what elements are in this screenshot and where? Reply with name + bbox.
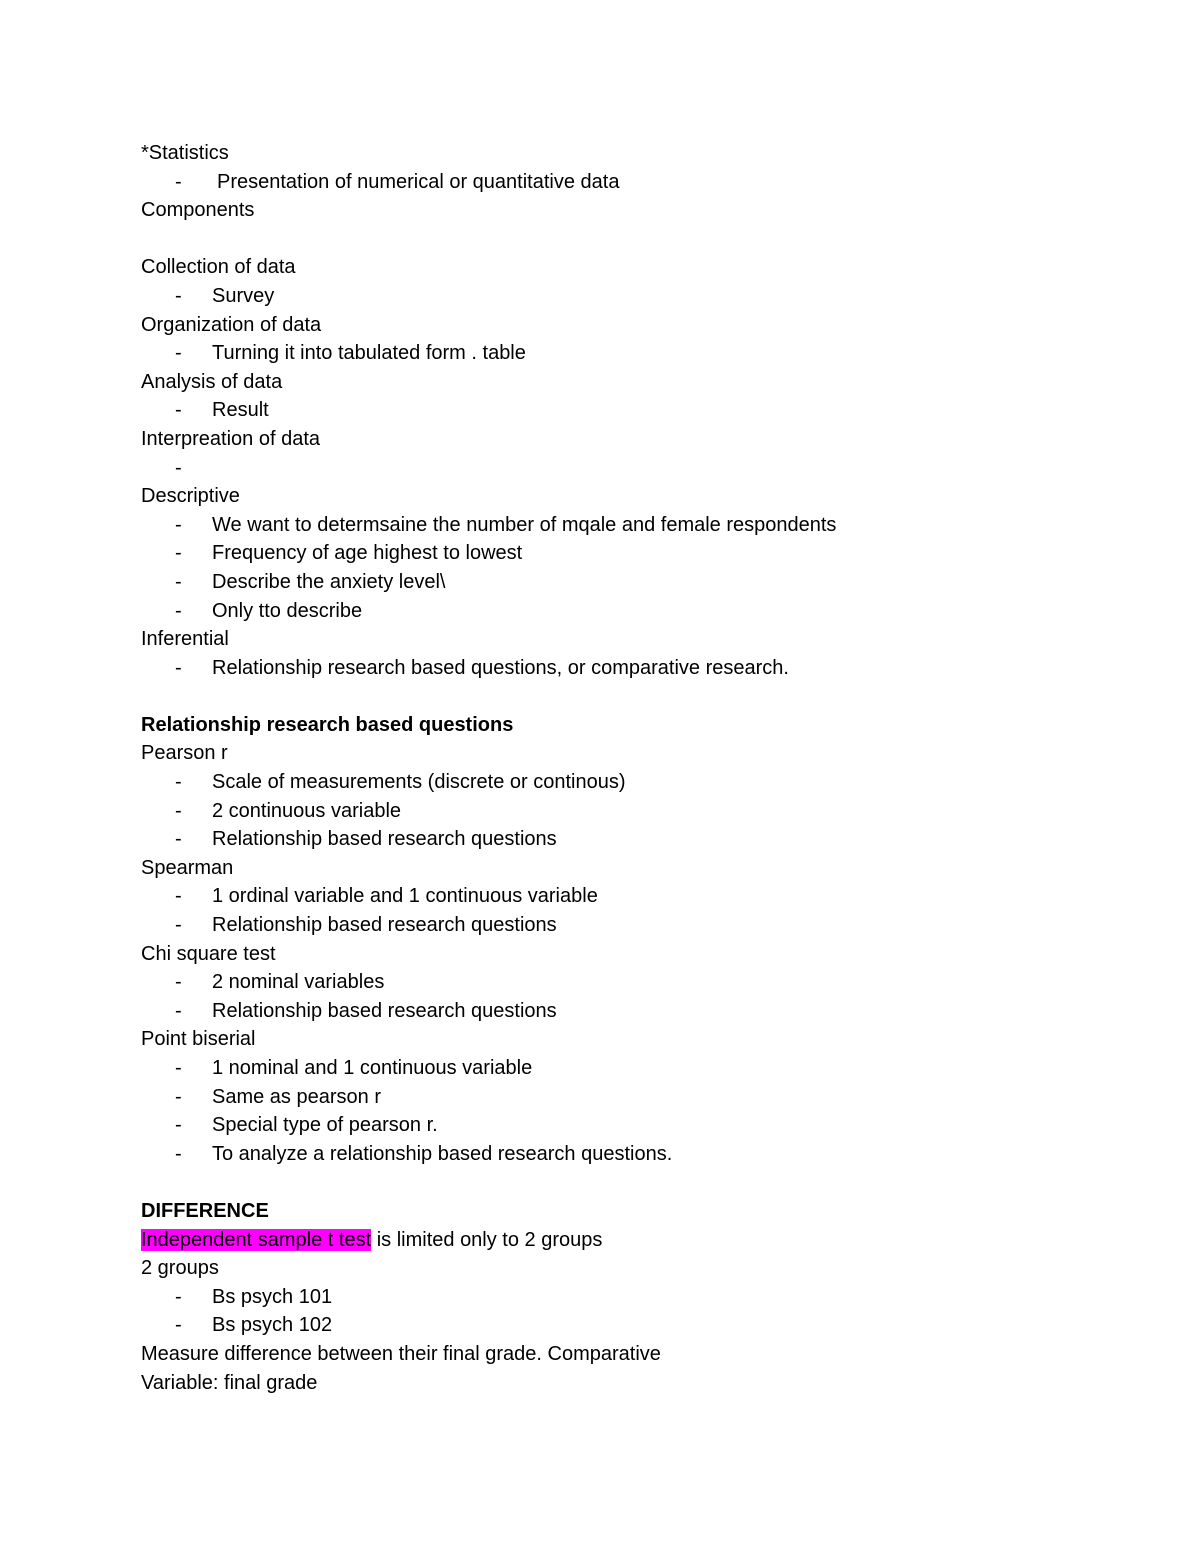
bullet-dash: - <box>175 170 182 193</box>
bullet-dash: - <box>175 1057 182 1079</box>
text-line: Collection of data <box>141 256 296 279</box>
section-heading: Relationship research based questions <box>141 713 514 736</box>
bullet-text: Bs psych 101 <box>212 1285 333 1308</box>
text-line: Descriptive <box>141 485 240 508</box>
bullet-dash: - <box>175 570 182 593</box>
bullet-text: Relationship research based questions, or comparative research. <box>212 656 789 679</box>
bullet-dash: - <box>175 284 182 307</box>
text-line: Spearman <box>141 856 234 879</box>
bullet-text: Survey <box>212 284 275 307</box>
highlighted-term: Independent sample t test <box>141 1228 372 1251</box>
bullet-dash: - <box>175 1314 182 1337</box>
bullet-dash: - <box>175 399 182 422</box>
bullet-dash: - <box>175 599 182 622</box>
bullet-item <box>141 825 1141 854</box>
document-page <box>141 139 1141 1397</box>
bullet-text: Turning it into tabulated form . table <box>212 342 526 365</box>
blank-line <box>141 682 1141 711</box>
bullet-text: Result <box>212 399 269 422</box>
bullet-dash: - <box>175 971 182 994</box>
bullet-dash: - <box>175 542 182 565</box>
bullet-text: Relationship based research questions <box>212 828 557 851</box>
bullet-dash: - <box>175 828 182 851</box>
bullet-dash: - <box>175 1142 182 1165</box>
bullet-text: Frequency of age highest to lowest <box>212 542 523 565</box>
bullet-item <box>141 768 1141 797</box>
bullet-dash: - <box>175 342 182 365</box>
bullet-dash: - <box>175 513 182 536</box>
bullet-item <box>141 1140 1141 1169</box>
bullet-item <box>141 911 1141 940</box>
bullet-item <box>141 997 1141 1026</box>
text-line: Interpreation of data <box>141 427 321 450</box>
text-line: 2 groups <box>141 1257 219 1280</box>
bullet-dash: - <box>175 799 182 822</box>
bullet-text: Presentation of numerical or quantitative data <box>217 170 620 193</box>
bullet-text: Bs psych 102 <box>212 1314 333 1337</box>
line-remainder: is limited only to 2 groups <box>371 1228 603 1251</box>
text-line: Chi square test <box>141 942 276 965</box>
bullet-text: 2 nominal variables <box>212 971 385 994</box>
bullet-text: Describe the anxiety level\ <box>212 570 446 593</box>
bullet-text: We want to determsaine the number of mqale and female respondents <box>212 513 837 536</box>
bullet-item <box>141 396 1141 425</box>
bullet-item <box>141 454 1141 483</box>
bullet-item <box>141 539 1141 568</box>
text-line: Components <box>141 199 255 222</box>
bullet-text: Special type of pearson r. <box>212 1114 438 1137</box>
bullet-dash: - <box>175 1114 182 1137</box>
blank-line <box>141 225 1141 254</box>
highlighted-line <box>141 1226 1141 1255</box>
text-line: Measure difference between their final grade. Comparative <box>141 1342 661 1365</box>
bullet-item <box>141 282 1141 311</box>
bullet-item <box>141 1054 1141 1083</box>
bullet-text: Only tto describe <box>212 599 363 622</box>
bullet-text: Same as pearson r <box>212 1085 381 1108</box>
bullet-dash: - <box>175 456 182 479</box>
bullet-item <box>141 339 1141 368</box>
text-line: Variable: final grade <box>141 1371 318 1394</box>
text-line: Inferential <box>141 628 229 651</box>
bullet-item <box>141 1083 1141 1112</box>
bullet-item <box>141 654 1141 683</box>
bullet-item <box>141 168 1141 197</box>
bullet-item <box>141 968 1141 997</box>
bullet-text: 2 continuous variable <box>212 799 402 822</box>
bullet-text: To analyze a relationship based research questions. <box>212 1142 673 1165</box>
text-line: Point biserial <box>141 1028 256 1051</box>
bullet-item <box>141 1311 1141 1340</box>
bullet-text: Relationship based research questions <box>212 999 557 1022</box>
bullet-text: Scale of measurements (discrete or continous) <box>212 771 626 794</box>
bullet-dash: - <box>175 999 182 1022</box>
blank-line <box>141 1168 1141 1197</box>
bullet-item <box>141 568 1141 597</box>
bullet-text: Relationship based research questions <box>212 914 557 937</box>
bullet-item <box>141 1111 1141 1140</box>
bullet-item <box>141 597 1141 626</box>
bullet-dash: - <box>175 1085 182 1108</box>
bullet-dash: - <box>175 771 182 794</box>
bullet-item <box>141 1283 1141 1312</box>
text-line: *Statistics <box>141 142 229 164</box>
bullet-text: 1 nominal and 1 continuous variable <box>212 1057 533 1079</box>
bullet-dash: - <box>175 656 182 679</box>
bullet-dash: - <box>175 885 182 908</box>
bullet-item <box>141 797 1141 826</box>
bullet-dash: - <box>175 914 182 937</box>
text-line: Organization of data <box>141 313 322 336</box>
bullet-dash: - <box>175 1285 182 1308</box>
text-line: Analysis of data <box>141 370 283 393</box>
bullet-text: 1 ordinal variable and 1 continuous variable <box>212 885 598 908</box>
section-heading: DIFFERENCE <box>141 1199 269 1222</box>
bullet-item <box>141 882 1141 911</box>
text-line: Pearson r <box>141 742 228 765</box>
bullet-item <box>141 511 1141 540</box>
